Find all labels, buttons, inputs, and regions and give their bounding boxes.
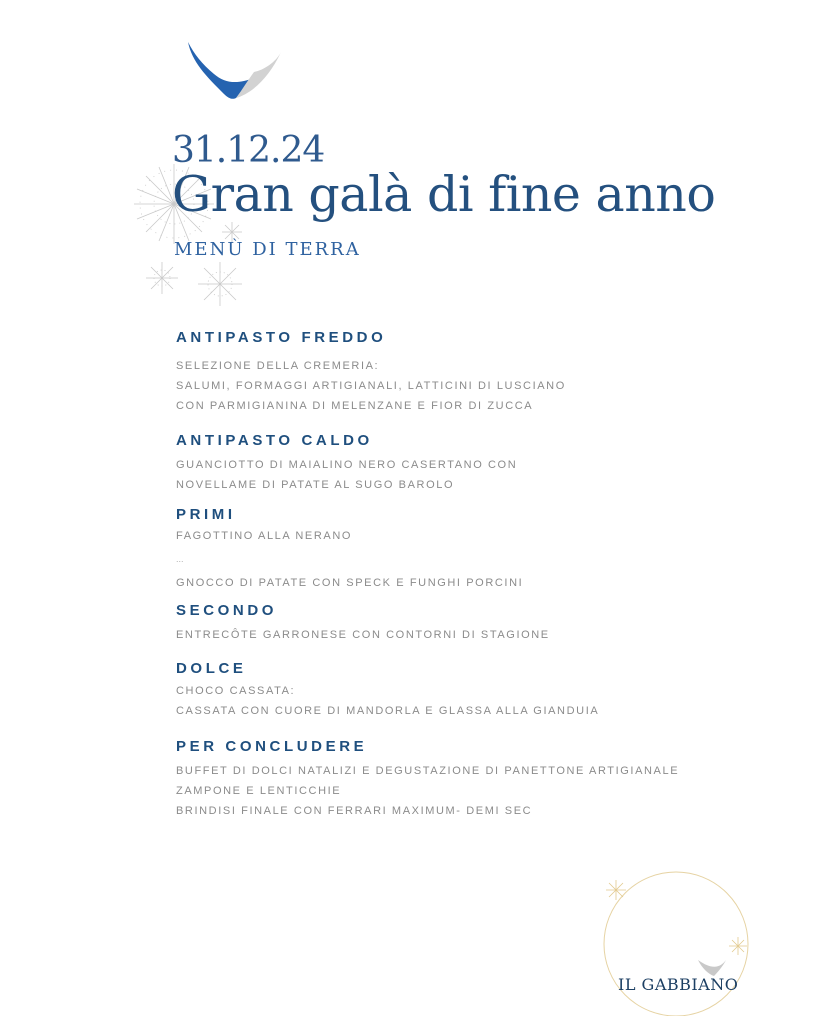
- page-title: Gran galà di fine anno: [172, 166, 716, 223]
- menu-item: CASSATA CON CUORE DI MANDORLA E GLASSA ALLA GIANDUIA: [176, 705, 600, 717]
- menu-item: BUFFET DI DOLCI NATALIZI E DEGUSTAZIONE DI PANETTONE ARTIGIANALE: [176, 765, 680, 777]
- menu-section: [176, 737, 776, 821]
- gull-logo-icon: [184, 40, 284, 106]
- section-title: SECONDO: [176, 602, 278, 619]
- brand-name: IL GABBIANO: [618, 975, 739, 994]
- menu-item: CHOCO CASSATA:: [176, 685, 296, 697]
- section-title: DOLCE: [176, 660, 247, 677]
- gull-small-icon: [698, 960, 726, 976]
- menu-item: ZAMPONE E LENTICCHIE: [176, 785, 342, 797]
- menu-item: GUANCIOTTO DI MAIALINO NERO CASERTANO CON: [176, 459, 518, 471]
- menu-section: [176, 431, 776, 495]
- menu-item: ENTRECÔTE GARRONESE CON CONTORNI DI STAGIONE: [176, 629, 550, 641]
- menu-item: CON PARMIGIANINA DI MELENZANE E FIOR DI ZUCCA: [176, 400, 534, 412]
- menu-item: NOVELLAME DI PATATE AL SUGO BAROLO: [176, 479, 455, 491]
- menu-item: BRINDISI FINALE CON FERRARI MAXIMUM- DEMI SEC: [176, 805, 533, 817]
- section-title: ANTIPASTO CALDO: [176, 432, 373, 449]
- menu-section: [176, 601, 776, 645]
- section-title: PRIMI: [176, 506, 236, 523]
- menu-section: [176, 659, 776, 721]
- event-date: 31.12.24: [172, 130, 325, 171]
- menu-item: GNOCCO DI PATATE CON SPECK E FUNGHI PORCINI: [176, 577, 524, 589]
- menu-item: SALUMI, FORMAGGI ARTIGIANALI, LATTICINI DI LUSCIANO: [176, 380, 566, 392]
- section-title: ANTIPASTO FREDDO: [176, 329, 387, 346]
- menu-item: FAGOTTINO ALLA NERANO: [176, 530, 353, 542]
- menu-section: [176, 505, 776, 593]
- section-title: PER CONCLUDERE: [176, 738, 368, 755]
- menu-item: SELEZIONE DELLA CREMERIA:: [176, 360, 380, 372]
- menu-section: [176, 328, 776, 416]
- menu-separator: ...: [176, 554, 184, 564]
- menu-list: [176, 328, 776, 821]
- menu-subtitle: MENÙ DI TERRA: [174, 239, 361, 260]
